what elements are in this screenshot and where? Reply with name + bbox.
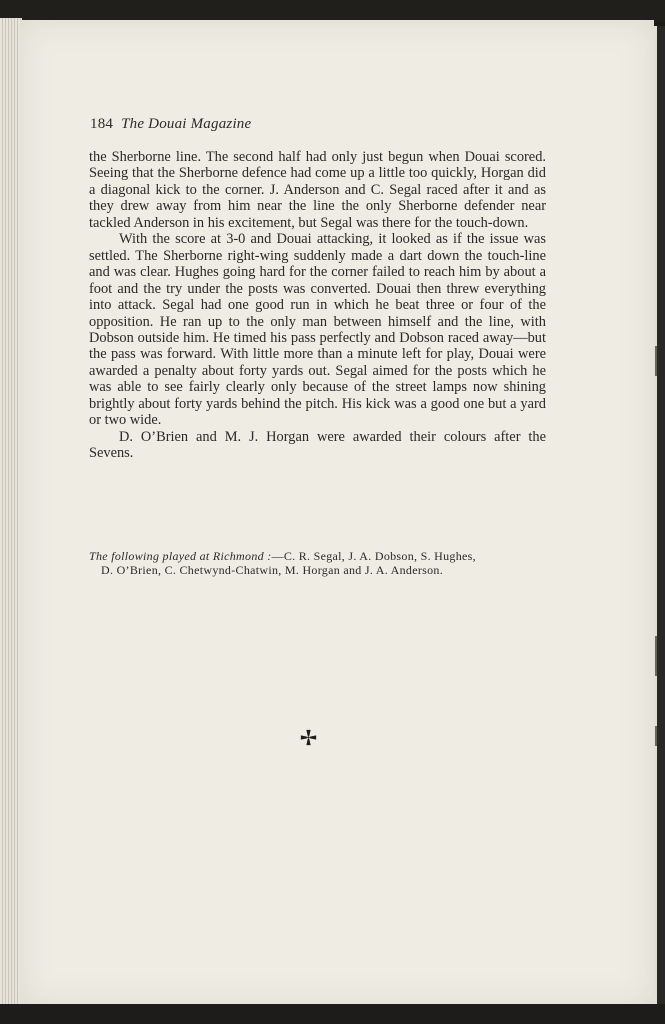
players-note-lead: The following played at Richmond :: [89, 549, 272, 563]
running-header: [90, 116, 251, 133]
paragraph: With the score at 3-0 and Douai attacking, it looked as if the issue was settled. The Sherborne right-wing suddenly made a dart down the touch-line and was clear. Hughes going hard for the corner failed to reach him by about a foot and the try under the posts was converted. Douai then threw everything into attack. Segal had one good run in which he beat three or four of the opposition. He ran up to the only man between himself and the line, with Dobson outside him. He timed his pass perfectly and Dobson raced away—but the pass was forward. With little more than a minute left for play, Douai were awarded a penalty about forty yards out. Segal aimed for the posts which he was able to see fairly clearly only because of the street lamps now shining brightly about forty yards behind the pitch. His kick was a good one but a yard or two wide.: [89, 231, 546, 429]
paragraph: D. O’Brien and M. J. Horgan were awarded their colours after the Sevens.: [89, 428, 546, 462]
scan-top-border: [0, 0, 665, 22]
page-edge-mark: [655, 636, 657, 676]
paragraph: the Sherborne line. The second half had only just begun when Douai scored. Seeing that the Sherborne defence had come up a little too quickly, Horgan did a diagonal kick to the corner. J. Anderson and C. Segal raced after it and as they drew away from him near the line the only Sherborne defender near tackled Anderson in his excitement, but Segal was there for the touch-down.: [89, 149, 546, 231]
scan-bottom-border: [0, 1004, 665, 1024]
page-edge-mark: [655, 346, 657, 376]
players-note: [89, 549, 546, 577]
players-note-names: —C. R. Segal, J. A. Dobson, S. Hughes,: [271, 549, 476, 563]
page-number: 184: [90, 116, 114, 132]
running-title: The Douai Magazine: [121, 116, 252, 132]
cross-patee-icon: [300, 729, 317, 746]
scan-right-border: [654, 26, 665, 1004]
page-edge-mark: [655, 726, 657, 746]
page-stack-edge: [0, 18, 22, 1008]
article-body: [89, 149, 546, 462]
players-note-names-continued: D. O’Brien, C. Chetwynd-Chatwin, M. Horgan and J. A. Anderson.: [101, 563, 444, 577]
